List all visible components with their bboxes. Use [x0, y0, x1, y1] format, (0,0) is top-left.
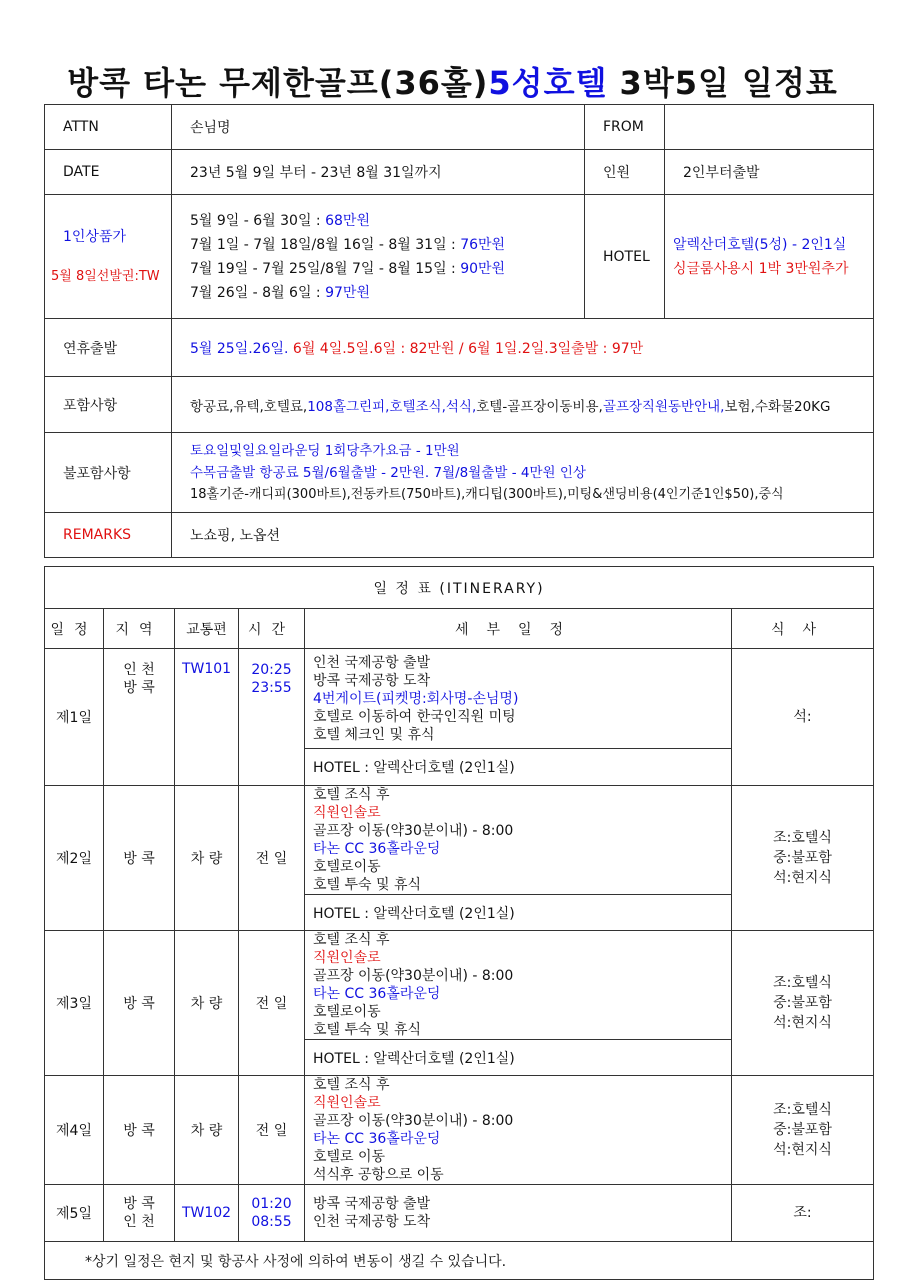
- day-transport: 차 량: [175, 786, 239, 931]
- detail-text: 골프장 이동(약30분이내) - 8:00: [313, 1113, 514, 1129]
- included-value: [172, 377, 874, 433]
- day-label: 제3일: [45, 931, 104, 1076]
- detail-text: 호텔 조식 후: [313, 932, 390, 948]
- region-name: 방 콕: [123, 680, 155, 696]
- day-times: 전 일: [239, 786, 305, 931]
- gate-info: 4번게이트(피켓명:회사명-손님명): [313, 690, 519, 707]
- hotel-single-note: 싱글룸사용시 1박 3만원추가: [673, 260, 849, 277]
- detail-line: 호텔로 이동: [313, 1149, 386, 1165]
- price-label-cell: [45, 195, 172, 319]
- holiday-price-text: 6월 4일.5일.6일 : 82만원 / 6월 1일.2일.3일출발 : 97만: [292, 340, 644, 357]
- day2-row: [45, 786, 874, 895]
- price-amount: 68만원: [325, 212, 370, 229]
- included-text: 호텔-골프장이동비용,: [476, 398, 603, 415]
- day-label: 제4일: [45, 1076, 104, 1185]
- footnote-row: [45, 1242, 874, 1280]
- golf-round: 타논 CC 36홀라운딩: [313, 986, 441, 1002]
- meal-line: 조:호텔식: [773, 830, 832, 846]
- footnote: *상기 일정은 현지 및 항공사 사정에 의하여 변동이 생길 수 있습니다.: [45, 1242, 874, 1280]
- price-amount: 97만원: [325, 284, 370, 301]
- included-text: 항공료,유텍,호텔료,: [190, 398, 308, 415]
- price-period: 5월 9일 - 6월 30일 :: [190, 212, 326, 229]
- included-highlight: 108홀그린피,호텔조식,석식,: [307, 398, 477, 415]
- day-times: [239, 1185, 305, 1242]
- meal-line: 조:호텔식: [773, 975, 832, 991]
- itinerary-table: [44, 566, 874, 1280]
- itinerary-title: 일 정 표 (ITINERARY): [45, 567, 874, 609]
- golf-round: 타논 CC 36홀라운딩: [313, 841, 441, 857]
- holiday-label: 연휴출발: [45, 319, 172, 377]
- price-row: [45, 195, 874, 319]
- detail-line: 호텔로 이동하여 한국인직원 미팅: [313, 708, 516, 725]
- day-meals: [732, 931, 874, 1076]
- detail-line: 호텔로이동: [313, 859, 381, 875]
- meal-line: 중:불포함: [773, 1122, 832, 1138]
- day-meals: [732, 786, 874, 931]
- detail-line: 인천 국제공항 도착: [313, 1214, 431, 1230]
- day-region: [104, 649, 175, 786]
- detail-text: 호텔 조식 후: [313, 787, 390, 803]
- excluded-row: [45, 433, 874, 513]
- day-region: 방 콕: [104, 1076, 175, 1185]
- region-name: 방 콕: [123, 1196, 155, 1212]
- meal-line: 중:불포함: [773, 995, 832, 1011]
- day-region: 방 콕: [104, 931, 175, 1076]
- day-label: 제2일: [45, 786, 104, 931]
- date-label: DATE: [45, 150, 172, 195]
- detail-line: [313, 786, 723, 840]
- holiday-row: [45, 319, 874, 377]
- day-transport: TW101: [175, 649, 239, 786]
- from-label: FROM: [585, 105, 665, 150]
- title-highlight: 5성호텔: [488, 64, 608, 102]
- meal-line: 석:현지식: [773, 1142, 832, 1158]
- price-label: 1인상품가: [63, 228, 127, 245]
- detail-text: 골프장 이동(약30분이내) - 8:00: [313, 823, 514, 839]
- people-label: 인원: [585, 150, 665, 195]
- price-note: 5월 8일선발권:TW: [51, 268, 160, 284]
- detail-line: 석식후 공항으로 이동: [313, 1167, 444, 1183]
- day-transport: 차 량: [175, 1076, 239, 1185]
- day-region: [104, 1185, 175, 1242]
- excluded-value: [172, 433, 874, 513]
- header-transport: 교통편: [175, 609, 239, 649]
- itinerary-title-row: [45, 567, 874, 609]
- price-line: [190, 233, 574, 257]
- header-time: 시간: [239, 609, 305, 649]
- day-details: [305, 931, 732, 1040]
- meal-line: 석:: [793, 709, 812, 725]
- day-details: [305, 649, 732, 749]
- day-label: 제5일: [45, 1185, 104, 1242]
- day1-row: [45, 649, 874, 749]
- day-times: 전 일: [239, 931, 305, 1076]
- detail-line: 방콕 국제공항 출발: [313, 1196, 431, 1212]
- price-period: 7월 26일 - 8월 6일 :: [190, 284, 326, 301]
- day-region: 방 콕: [104, 786, 175, 931]
- price-lines: [172, 195, 585, 319]
- day-times: 전 일: [239, 1076, 305, 1185]
- included-highlight: 골프장직원동반안내,: [602, 398, 725, 415]
- day-hotel: HOTEL : 알렉산더호텔 (2인1실): [305, 895, 732, 931]
- detail-line: [313, 672, 723, 708]
- date-row: [45, 150, 874, 195]
- price-line: [190, 281, 574, 305]
- day-details: [305, 1076, 732, 1185]
- price-amount: 90만원: [460, 260, 506, 277]
- excluded-label: 불포함사항: [45, 433, 172, 513]
- meal-line: 조:호텔식: [773, 1102, 832, 1118]
- detail-line: 인천 국제공항 출발: [313, 654, 431, 671]
- detail-text: 호텔 조식 후: [313, 1077, 390, 1093]
- from-value: [665, 105, 874, 150]
- detail-text: 골프장 이동(약30분이내) - 8:00: [313, 968, 514, 984]
- excluded-line: 토요일및일요일라운딩 1회당추가요금 - 1만원: [190, 442, 460, 459]
- day-hotel: HOTEL : 알렉산더호텔 (2인1실): [305, 749, 732, 786]
- guide-note: 직원인솔로: [313, 805, 381, 821]
- meal-line: 석:현지식: [773, 870, 832, 886]
- attn-row: [45, 105, 874, 150]
- day-details: [305, 1185, 732, 1242]
- day-meals: [732, 1185, 874, 1242]
- detail-line: 호텔 투숙 및 휴식: [313, 877, 422, 893]
- day-meals: [732, 1076, 874, 1185]
- header-details: 세부일정: [305, 609, 732, 649]
- detail-line: [313, 931, 723, 985]
- detail-line: 호텔 투숙 및 휴식: [313, 1022, 422, 1038]
- holiday-dates: 5월 25일.26일.: [190, 340, 293, 357]
- detail-text: 방콕 국제공항 도착: [313, 672, 431, 689]
- itinerary-header-row: [45, 609, 874, 649]
- header-region: 지역: [104, 609, 175, 649]
- time-value: 08:55: [251, 1214, 292, 1230]
- page-title: [0, 58, 905, 104]
- remarks-value: 노쇼핑, 노옵션: [172, 513, 874, 558]
- price-line: [190, 257, 574, 281]
- price-amount: 76만원: [460, 236, 506, 253]
- guide-note: 직원인솔로: [313, 950, 381, 966]
- region-name: 인 천: [123, 662, 155, 678]
- attn-value: 손님명: [172, 105, 585, 150]
- detail-line: 호텔 체크인 및 휴식: [313, 726, 435, 743]
- day-hotel: HOTEL : 알렉산더호텔 (2인1실): [305, 1040, 732, 1076]
- price-line: [190, 209, 574, 233]
- people-value: 2인부터출발: [665, 150, 874, 195]
- included-text: 보험,수화물20KG: [724, 398, 831, 415]
- day3-row: [45, 931, 874, 1040]
- hotel-name: 알렉산더호텔(5성) - 2인1실: [673, 236, 847, 253]
- day4-row: [45, 1076, 874, 1185]
- time-value: 20:25: [251, 662, 292, 678]
- day-label: 제1일: [45, 649, 104, 786]
- title-suffix: 3박5일 일정표: [607, 64, 838, 102]
- day-times: [239, 649, 305, 786]
- remarks-row: [45, 513, 874, 558]
- included-label: 포함사항: [45, 377, 172, 433]
- info-table: [44, 104, 874, 558]
- region-name: 인 천: [123, 1214, 155, 1230]
- price-period: 7월 1일 - 7월 18일/8월 16일 - 8월 31일 :: [190, 236, 461, 253]
- day-details: [305, 786, 732, 895]
- excluded-line: 18홀기준-캐디피(300바트),전동카트(750바트),캐디팁(300바트),미팅&샌딩비용(4인기준1인$50),중식: [190, 486, 784, 502]
- detail-line: [313, 1076, 723, 1130]
- hotel-label: HOTEL: [585, 195, 665, 319]
- excluded-line: 수목금출발 항공료 5월/6월출발 - 2만원. 7월/8월출발 - 4만원 인상: [190, 464, 586, 481]
- day-meals: [732, 649, 874, 786]
- day5-row: [45, 1185, 874, 1242]
- time-value: 01:20: [251, 1196, 292, 1212]
- day-transport: TW102: [175, 1185, 239, 1242]
- date-value: 23년 5월 9일 부터 - 23년 8월 31일까지: [172, 150, 585, 195]
- meal-line: 조:: [793, 1205, 812, 1221]
- header-day: 일정: [45, 609, 104, 649]
- day-transport: 차 량: [175, 931, 239, 1076]
- attn-label: ATTN: [45, 105, 172, 150]
- remarks-label: REMARKS: [45, 513, 172, 558]
- included-row: [45, 377, 874, 433]
- guide-note: 직원인솔로: [313, 1095, 381, 1111]
- title-main: 방콕 타논 무제한골프(36홀): [67, 64, 489, 102]
- holiday-value: [172, 319, 874, 377]
- detail-line: 호텔로이동: [313, 1004, 381, 1020]
- golf-round: 타논 CC 36홀라운딩: [313, 1131, 441, 1147]
- time-value: 23:55: [251, 680, 292, 696]
- meal-line: 석:현지식: [773, 1015, 832, 1031]
- price-period: 7월 19일 - 7월 25일/8월 7일 - 8월 15일 :: [190, 260, 461, 277]
- header-meals: 식사: [732, 609, 874, 649]
- meal-line: 중:불포함: [773, 850, 832, 866]
- hotel-info: [665, 195, 874, 319]
